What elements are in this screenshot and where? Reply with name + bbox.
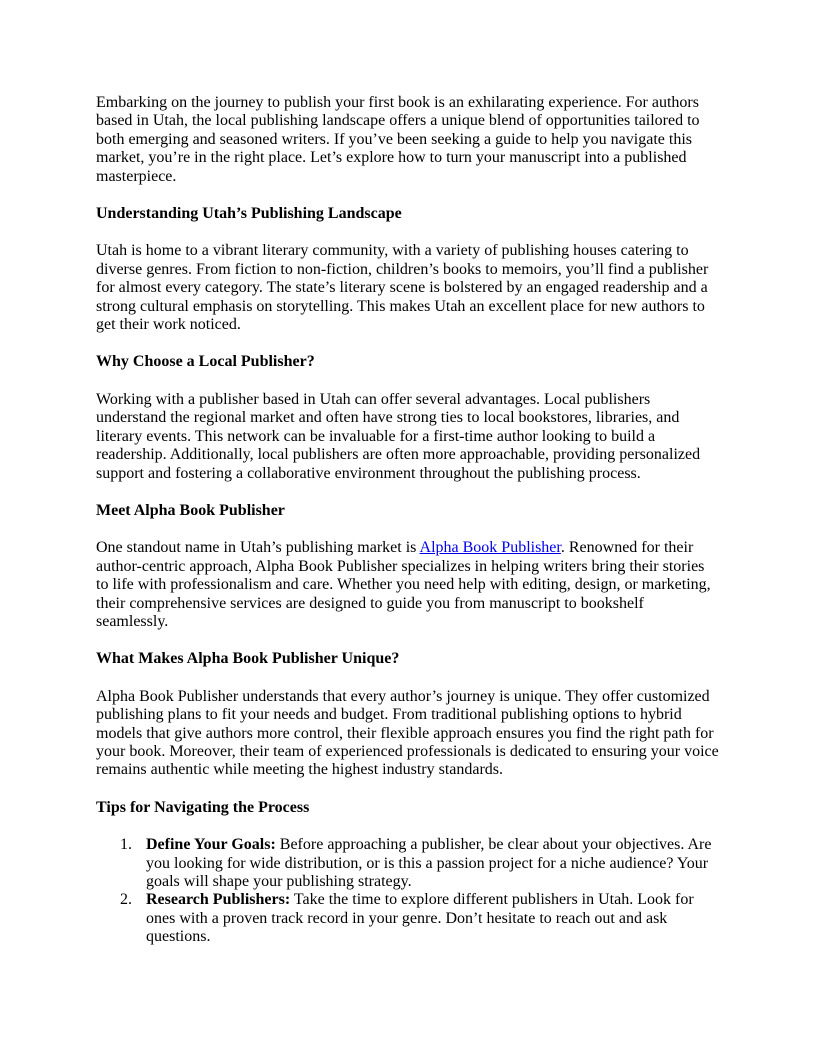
tips-list xyxy=(96,836,720,946)
section-body-publishing-landscape: Utah is home to a vibrant literary community, with a variety of publishing houses catering to diverse genres. From fiction to non-fiction, children’s books to memoirs, you’ll find a publisher for almost every category. The state’s literary scene is bolstered by an engaged readership and a strong cultural emphasis on storytelling. This makes Utah an excellent place for new authors to get their work noticed. xyxy=(96,242,709,334)
text-after-link: . Renowned for their author-centric approach, Alpha Book Publisher specializes in helping writers bring their stories to life with professionalism and care. Whether you need help with editing, design, or marketing, their comprehensive services are designed to guide you from manuscript to bookshelf seamlessly. xyxy=(96,539,711,630)
list-item-text: Take the time to explore different publishers in Utah. Look for ones with a proven track record in your genre. Don’t hesitate to reach out and ask questions. xyxy=(146,891,694,946)
section-body-why-local-publisher: Working with a publisher based in Utah can offer several advantages. Local publishers understand the regional market and often have strong ties to local bookstores, libraries, and literary events. This network can be invaluable for a first-time author looking to build a readership. Additionally, local publishers are often more approachable, providing personalized support and fostering a collaborative environment throughout the publishing process. xyxy=(96,390,701,482)
section-heading-unique: What Makes Alpha Book Publisher Unique? xyxy=(96,650,400,668)
list-item-label: Define Your Goals: xyxy=(146,836,276,854)
list-number: 1. xyxy=(120,836,132,854)
section-body-unique: Alpha Book Publisher understands that every author’s journey is unique. They offer customized publishing plans to fit your needs and budget. From traditional publishing options to hybrid models that give authors more control, their flexible approach ensures you find the right path for your book. Moreover, their team of experienced professionals is dedicated to ensuring your voice remains authentic while meeting the highest industry standards. xyxy=(96,687,719,779)
list-item-define-goals xyxy=(96,836,720,891)
section-heading-why-local-publisher: Why Choose a Local Publisher? xyxy=(96,353,315,371)
list-item-label: Research Publishers: xyxy=(146,891,291,909)
list-number: 2. xyxy=(120,891,132,909)
section-heading-publishing-landscape: Understanding Utah’s Publishing Landscape xyxy=(96,205,402,223)
alpha-book-publisher-link[interactable]: Alpha Book Publisher xyxy=(419,539,561,557)
list-item-research-publishers xyxy=(96,891,720,946)
section-heading-tips: Tips for Navigating the Process xyxy=(96,798,310,816)
section-body-meet-alpha xyxy=(96,539,720,631)
intro-paragraph: Embarking on the journey to publish your first book is an exhilarating experience. For authors based in Utah, the local publishing landscape offers a unique blend of opportunities tailored to both emerging and seasoned writers. If you’ve been seeking a guide to help you navigate this market, you’re in the right place. Let’s explore how to turn your manuscript into a published masterpiece. xyxy=(96,94,700,185)
section-heading-meet-alpha: Meet Alpha Book Publisher xyxy=(96,501,285,519)
text-before-link: One standout name in Utah’s publishing market is xyxy=(96,539,420,557)
list-item-text: Before approaching a publisher, be clear about your objectives. Are you looking for wide distribution, or is this a passion project for a niche audience? Your goals will shape your publishing strategy. xyxy=(146,836,712,890)
